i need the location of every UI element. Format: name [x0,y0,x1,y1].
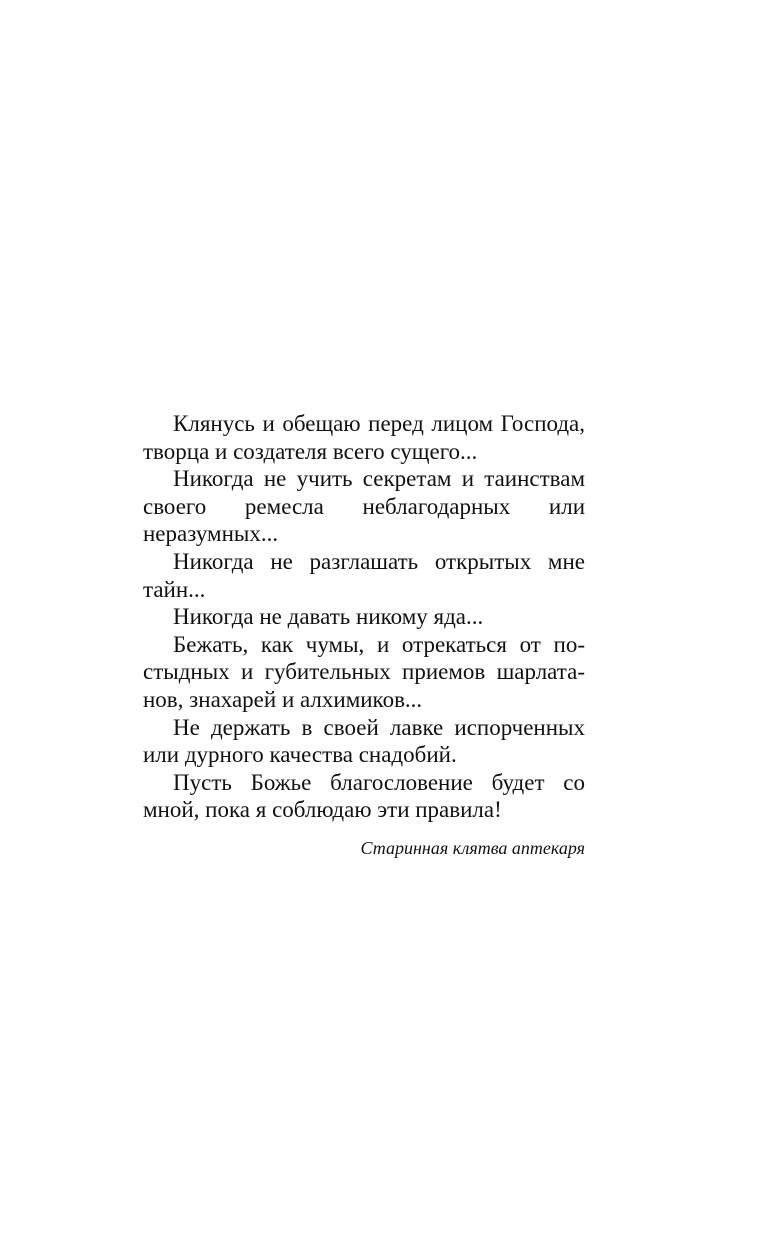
oath-paragraph: Бежать, как чумы, и отрекаться от постыдных и губительных приемов шарлатанов, знахарей и алхимиков... [143,631,585,712]
oath-paragraph: Никогда не давать никому яда... [173,604,484,630]
oath-paragraph: Не держать в своей лавке испорченных или дурного качества снадобий. [143,714,585,768]
oath-paragraph: Никогда не учить секретам и таинствам своего ремесла неблагодарных или неразумных... [143,466,585,547]
epigraph-attribution: Старинная клятва аптекаря [360,837,585,858]
epigraph-block [143,410,585,860]
oath-paragraph: Пусть Божье благословение будет со мной, пока я соблюдаю эти правила! [143,769,585,823]
oath-paragraph: Никогда не разглашать открытых мне тайн... [143,548,585,602]
oath-paragraph: Клянусь и обещаю перед лицом Господа, творца и создателя всего сущего... [143,411,585,464]
